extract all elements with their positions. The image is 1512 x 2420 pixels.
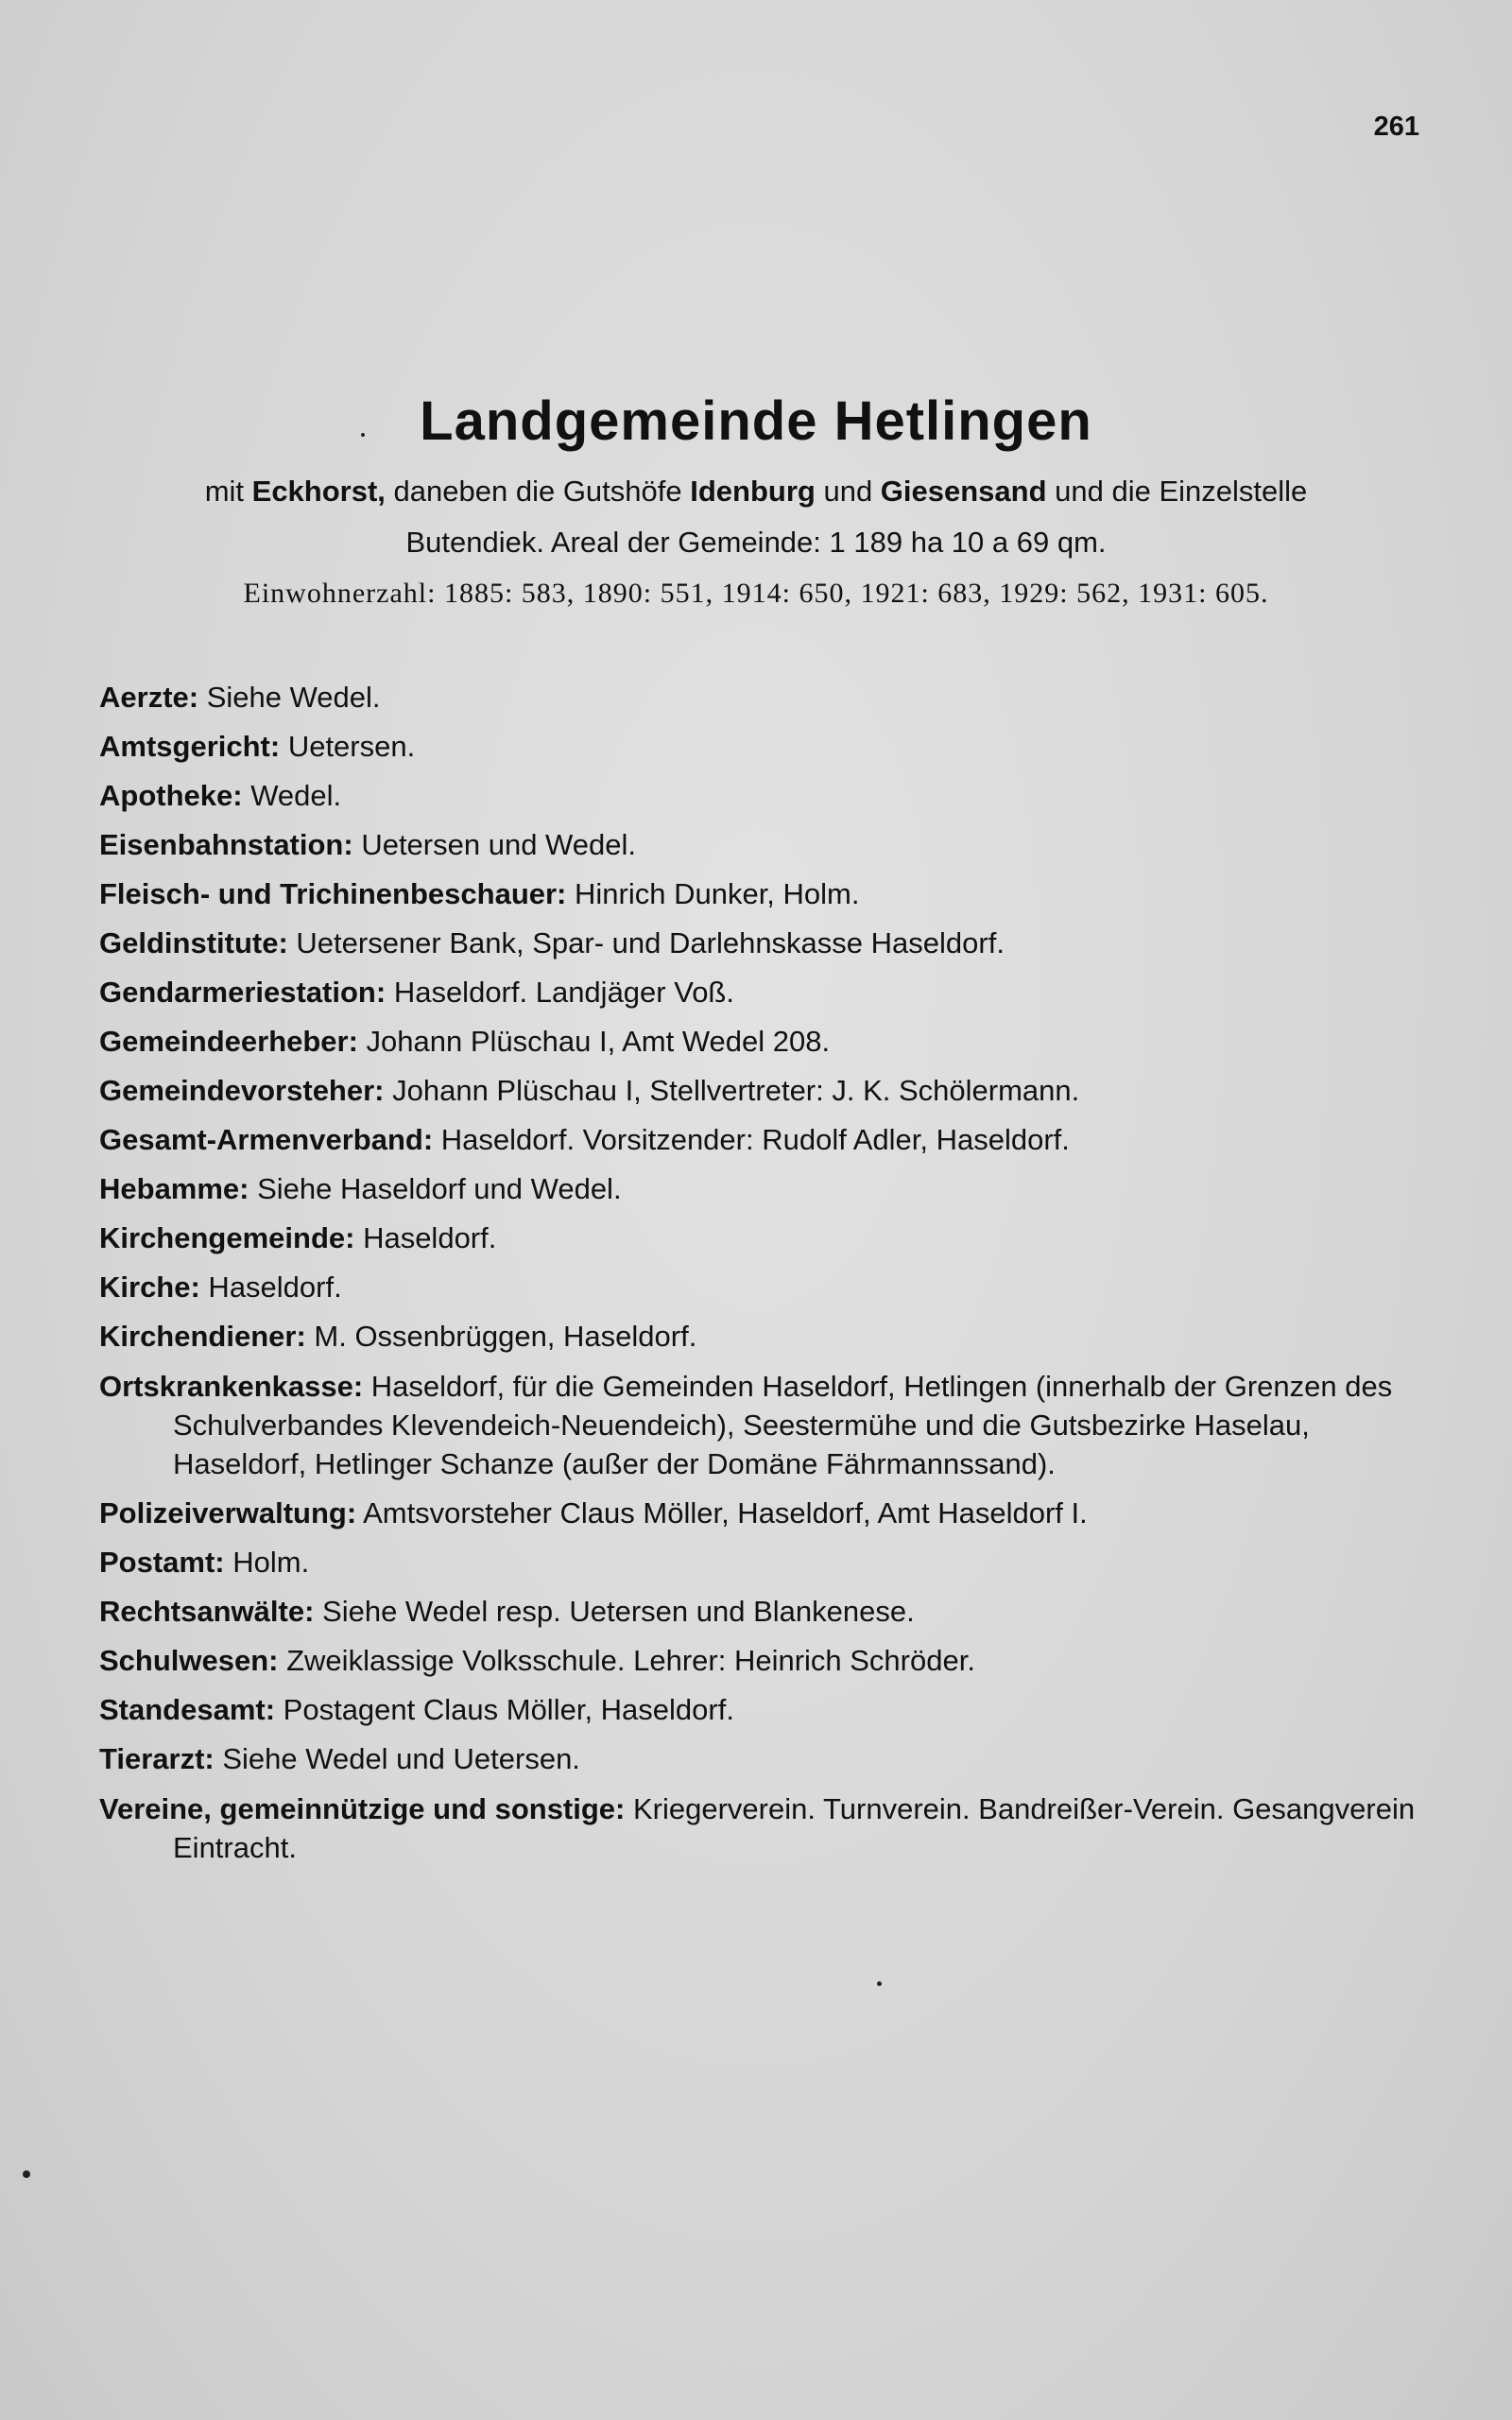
entry-key: Aerzte: <box>99 681 199 714</box>
entry-value: Haseldorf. <box>354 1221 497 1254</box>
entry-value: Siehe Wedel resp. Uetersen und Blankenese. <box>314 1595 915 1628</box>
entry-amtsgericht <box>99 722 1422 771</box>
entry-key: Rechtsanwälte: <box>99 1595 315 1628</box>
subtitle-area: Butendiek. Areal der Gemeinde: 1 189 ha 10 a 69 qm. <box>405 526 1107 559</box>
entry-kirchendiener <box>99 1312 1422 1361</box>
entry-key: Tierarzt: <box>99 1742 215 1775</box>
scan-speck <box>23 2170 30 2178</box>
entry-key: Ortskrankenkasse: <box>99 1370 364 1403</box>
entry-value: Haseldorf, für die Gemeinden Haseldorf, Hetlingen (innerhalb der Grenzen des Schulverbandes Klevendeich-Neuendeich), Seestermühe und die Gutsbezirke Haselau, Haseldorf, Hetlinger Schanze (außer der Domäne Fährmannssand). <box>173 1370 1393 1480</box>
entry-value: Amtsvorsteher Claus Möller, Haseldorf, Amt Haseldorf I. <box>356 1496 1088 1530</box>
entry-key: Hebamme: <box>99 1172 249 1205</box>
entry-value: Holm. <box>224 1546 310 1579</box>
entry-gemeindeerheber <box>99 1017 1422 1066</box>
entry-key: Gesamt-Armenverband: <box>99 1123 434 1156</box>
entry-value: Haseldorf. <box>199 1270 342 1304</box>
entry-value: Wedel. <box>242 779 342 812</box>
entry-value: Johann Plüschau I, Amt Wedel 208. <box>357 1025 831 1058</box>
entry-key: Apotheke: <box>99 779 243 812</box>
entry-geldinstitute <box>99 919 1422 968</box>
entry-value: Kriegerverein. Turnverein. Bandreißer-Verein. Gesangverein Eintracht. <box>173 1792 1416 1864</box>
entry-key: Kirchengemeinde: <box>99 1221 355 1254</box>
scan-speck <box>877 1981 882 1986</box>
subtitle-bold-giesensand: Giesensand <box>880 475 1047 508</box>
entry-value: Siehe Haseldorf und Wedel. <box>249 1172 622 1205</box>
entry-key: Gemeindeerheber: <box>99 1025 358 1058</box>
entry-kirchengemeinde <box>99 1214 1422 1263</box>
page-title: Landgemeinde Hetlingen <box>420 390 1092 452</box>
scan-speck <box>361 433 365 437</box>
header-block <box>94 389 1418 619</box>
entry-key: Kirche: <box>99 1270 200 1304</box>
subtitle-text: mit <box>204 475 252 508</box>
entry-value: Zweiklassige Volksschule. Lehrer: Heinrich Schröder. <box>278 1644 975 1677</box>
entry-aerzte <box>99 673 1422 722</box>
entry-value: Siehe Wedel und Uetersen. <box>214 1742 580 1775</box>
entry-key: Gemeindevorsteher: <box>99 1074 385 1107</box>
entry-value: M. Ossenbrüggen, Haseldorf. <box>305 1320 697 1353</box>
entry-postamt <box>99 1538 1422 1587</box>
entry-value: Postagent Claus Möller, Haseldorf. <box>275 1693 734 1726</box>
entry-key: Polizeiverwaltung: <box>99 1496 357 1530</box>
subtitle-text: daneben die Gutshöfe <box>385 475 691 508</box>
entry-hebamme <box>99 1165 1422 1214</box>
subtitle-bold-idenburg: Idenburg <box>690 475 816 508</box>
entry-key: Kirchendiener: <box>99 1320 306 1353</box>
subtitle-text: und die Einzelstelle <box>1046 475 1308 508</box>
entry-apotheke <box>99 771 1422 821</box>
entry-key: Postamt: <box>99 1546 225 1579</box>
entry-key: Geldinstitute: <box>99 926 288 959</box>
entry-polizeiverwaltung <box>99 1489 1422 1538</box>
population-line: Einwohnerzahl: 1885: 583, 1890: 551, 1914: 650, 1921: 683, 1929: 562, 1931: 605. <box>243 578 1269 609</box>
entry-armenverband <box>99 1115 1422 1165</box>
subtitle <box>94 466 1418 568</box>
entry-tierarzt <box>99 1735 1422 1784</box>
entry-schulwesen <box>99 1636 1422 1685</box>
entry-key: Schulwesen: <box>99 1644 279 1677</box>
entry-kirche <box>99 1263 1422 1312</box>
entry-value: Haseldorf. Landjäger Voß. <box>386 976 734 1009</box>
entry-eisenbahnstation <box>99 821 1422 870</box>
entry-key: Fleisch- und Trichinenbeschauer: <box>99 877 567 910</box>
subtitle-text: und <box>815 475 881 508</box>
entry-standesamt <box>99 1685 1422 1735</box>
entry-key: Amtsgericht: <box>99 730 281 763</box>
entry-value: Johann Plüschau I, Stellvertreter: J. K. Schölermann. <box>384 1074 1080 1107</box>
entry-key: Vereine, gemeinnützige und sonstige: <box>99 1792 626 1825</box>
entry-key: Gendarmeriestation: <box>99 976 387 1009</box>
entry-gendarmeriestation <box>99 968 1422 1017</box>
entry-value: Hinrich Dunker, Holm. <box>566 877 860 910</box>
entry-value: Uetersen. <box>280 730 416 763</box>
entry-rechtsanwaelte <box>99 1587 1422 1636</box>
entry-key: Eisenbahnstation: <box>99 828 353 861</box>
directory-entries <box>99 673 1422 1873</box>
entry-gemeindevorsteher <box>99 1066 1422 1115</box>
subtitle-bold-eckhorst: Eckhorst, <box>251 475 386 508</box>
entry-value: Siehe Wedel. <box>198 681 381 714</box>
entry-ortskrankenkasse <box>99 1361 1422 1489</box>
entry-fleischbeschauer <box>99 870 1422 919</box>
entry-vereine <box>99 1784 1422 1873</box>
entry-value: Uetersener Bank, Spar- und Darlehnskasse Haseldorf. <box>287 926 1005 959</box>
entry-value: Uetersen und Wedel. <box>352 828 636 861</box>
page-number: 261 <box>1373 112 1419 142</box>
entry-key: Standesamt: <box>99 1693 276 1726</box>
entry-value: Haseldorf. Vorsitzender: Rudolf Adler, Haseldorf. <box>433 1123 1070 1156</box>
